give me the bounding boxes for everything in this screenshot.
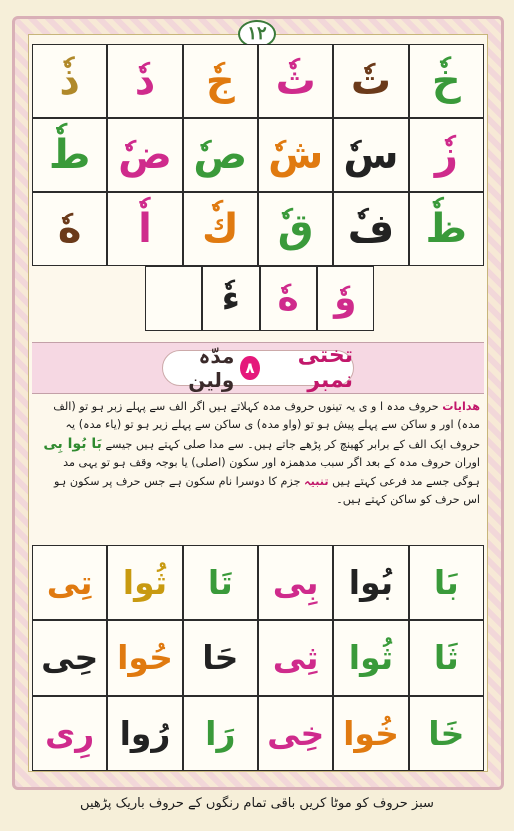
letter-cell bbox=[409, 44, 484, 118]
word-cell bbox=[32, 545, 107, 620]
instructions-paragraph bbox=[36, 398, 480, 540]
letter-text: سٗ bbox=[343, 132, 399, 178]
letter-text: ضٗ bbox=[118, 132, 172, 178]
letter-cell bbox=[183, 118, 258, 192]
word-cell bbox=[409, 545, 484, 620]
word-text: حُوا bbox=[117, 638, 173, 678]
warning-text: جزم کا دوسرا نام سکون ہے جس حرف پر سکون ہو اس حرف کو ساکن کہتے ہیں۔ bbox=[54, 474, 480, 507]
warning-keyword: تنبیہ bbox=[304, 474, 329, 488]
title-sub: مدّہ ولین bbox=[188, 344, 235, 392]
letter-text: قٗ bbox=[277, 206, 314, 252]
letter-cell bbox=[32, 44, 107, 118]
letter-text: صٗ bbox=[193, 132, 248, 178]
letter-text: وٗ bbox=[334, 278, 357, 319]
letter-text: ظٗ bbox=[425, 206, 468, 252]
word-cell bbox=[32, 696, 107, 771]
word-text: ثَا bbox=[433, 638, 459, 678]
instructions-example: بَا بُوا بِی bbox=[43, 435, 102, 452]
letter-cell bbox=[183, 192, 258, 266]
word-cell bbox=[32, 620, 107, 695]
letter-text: ءٗ bbox=[221, 278, 241, 319]
letter-text: خٗ bbox=[431, 58, 461, 104]
letter-cell bbox=[333, 44, 408, 118]
letter-text: ذٗ bbox=[59, 58, 80, 104]
word-cell bbox=[107, 620, 182, 695]
page-number: ۱۲ bbox=[238, 20, 276, 48]
word-text: رُوا bbox=[119, 713, 171, 753]
word-text: ثُوا bbox=[122, 563, 168, 603]
letter-cell bbox=[409, 192, 484, 266]
word-text: حِی bbox=[41, 638, 99, 678]
words-grid bbox=[32, 545, 484, 771]
letter-cell bbox=[107, 44, 182, 118]
word-cell bbox=[409, 620, 484, 695]
letter-cell bbox=[333, 192, 408, 266]
instructions-keyword: ھدایات bbox=[442, 400, 480, 413]
word-cell bbox=[258, 696, 333, 771]
letter-cell bbox=[202, 266, 259, 331]
lesson-number-badge: ۸ bbox=[240, 356, 259, 380]
word-cell bbox=[409, 696, 484, 771]
letter-cell bbox=[258, 44, 333, 118]
word-text: خَا bbox=[428, 713, 465, 753]
word-text: بِی bbox=[272, 563, 319, 603]
word-text: تَا bbox=[207, 563, 233, 603]
letter-cell bbox=[333, 118, 408, 192]
footer-note: سبز حروف کو موٹا کریں باقی تمام رنگوں کے حروف باریک پڑھیں bbox=[80, 796, 434, 811]
letter-cell bbox=[258, 118, 333, 192]
word-text: رِی bbox=[45, 713, 95, 753]
instructions-text-2: اوران حروف مدہ کے بعد اگر سبب مدھمزہ اور سکون (اصلی) یا بوجہ وقف ہو تو یہی مد ہوگی جسے مد فرعی کہتے ہیں bbox=[63, 456, 480, 488]
letter-text: جٗ bbox=[205, 58, 235, 104]
letter-text: فٗ bbox=[347, 206, 395, 252]
letters-grid bbox=[32, 44, 484, 266]
letter-text: ثٗ bbox=[275, 58, 316, 104]
word-cell bbox=[333, 696, 408, 771]
word-cell bbox=[258, 620, 333, 695]
letter-cell bbox=[107, 118, 182, 192]
instructions-text-1: حروف مدہ ا و ی یہ تینوں حروف مدہ کہلاتے ہیں اگر الف سے پہلے زبر ہو تو (الف مدہ) اور و ساکن سے پہلے پیش ہو تو (واو مدہ) ی ساکن سے پہلے زیر ہو تو (یاء مدہ) یہ حروف ایک الف کے برابر کھینچ کر پڑھے جاتے ہیں۔ سے مدا صلی کہتے ہیں جیسے bbox=[53, 400, 480, 451]
letter-text: هٗ bbox=[57, 206, 82, 252]
letter-text: طٗ bbox=[48, 132, 91, 178]
letter-text: زٗ bbox=[434, 132, 458, 178]
word-cell bbox=[107, 696, 182, 771]
word-text: بَا bbox=[433, 563, 459, 603]
letter-cell bbox=[145, 266, 202, 331]
word-cell bbox=[333, 545, 408, 620]
lesson-title bbox=[162, 343, 354, 393]
letter-cell bbox=[32, 118, 107, 192]
word-text: ثُوا bbox=[348, 638, 394, 678]
letter-cell bbox=[260, 266, 317, 331]
word-text: خِی bbox=[267, 713, 325, 753]
word-cell bbox=[183, 545, 258, 620]
letter-cell bbox=[32, 192, 107, 266]
word-text: بُوا bbox=[348, 563, 394, 603]
word-text: تِی bbox=[46, 563, 93, 603]
word-text: خُوا bbox=[343, 713, 399, 753]
letter-text: كٗ bbox=[201, 206, 239, 252]
word-cell bbox=[183, 696, 258, 771]
word-cell bbox=[333, 620, 408, 695]
letter-cell bbox=[317, 266, 374, 331]
letter-cell bbox=[258, 192, 333, 266]
letter-text: هٗ bbox=[277, 278, 299, 319]
word-cell bbox=[183, 620, 258, 695]
letter-cell bbox=[409, 118, 484, 192]
title-main: تختی نمبر bbox=[297, 343, 353, 393]
word-text: رَا bbox=[205, 713, 236, 753]
letter-cell bbox=[107, 192, 182, 266]
letter-text: اٗ bbox=[138, 206, 152, 252]
word-text: حَا bbox=[202, 638, 239, 678]
letter-cell bbox=[183, 44, 258, 118]
word-cell bbox=[258, 545, 333, 620]
word-cell bbox=[107, 545, 182, 620]
letters-grid-short bbox=[145, 266, 374, 331]
letter-text: تٗ bbox=[350, 58, 392, 104]
letter-text: شٗ bbox=[268, 132, 324, 178]
word-text: ثِی bbox=[272, 638, 319, 678]
letter-text: دٗ bbox=[134, 58, 156, 104]
